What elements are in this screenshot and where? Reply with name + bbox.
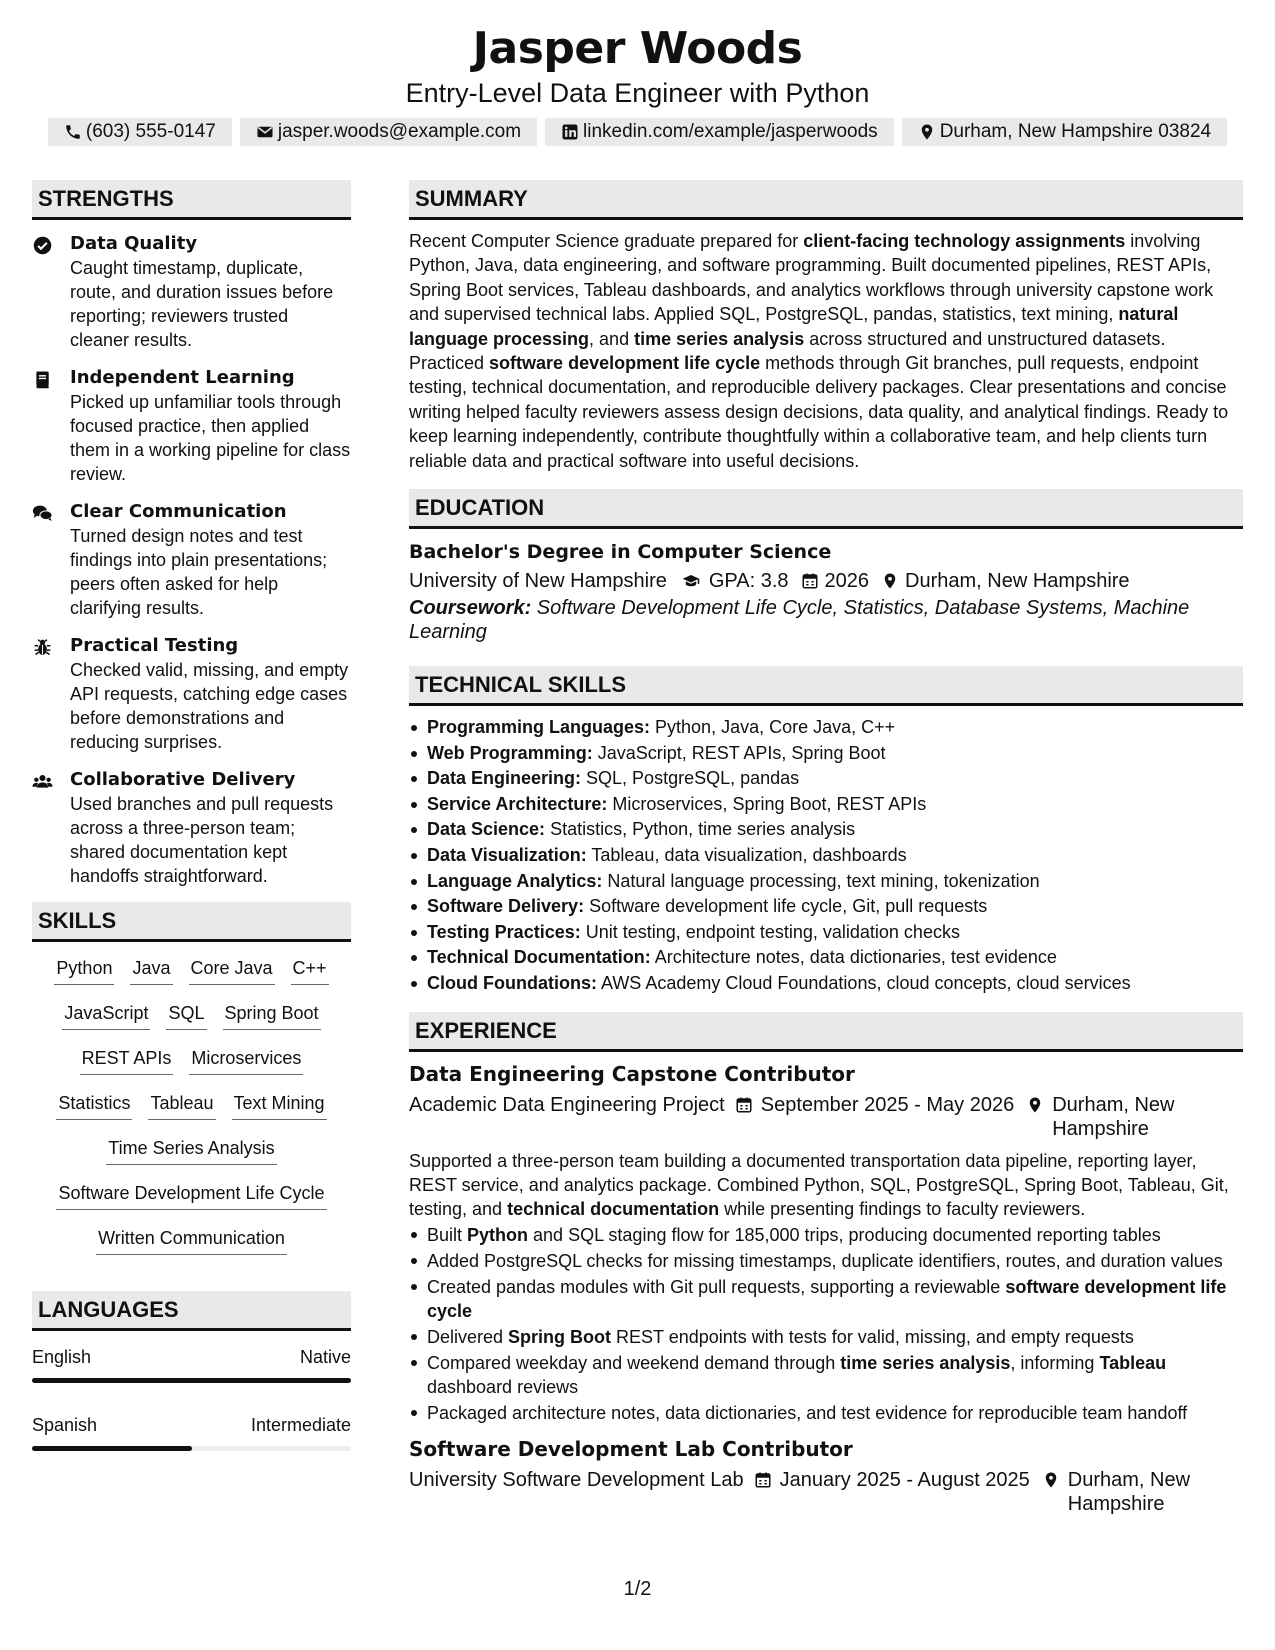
skill-tag: Time Series Analysis bbox=[106, 1136, 276, 1165]
envelope-icon bbox=[256, 123, 274, 141]
skill-tag: Python bbox=[54, 956, 114, 985]
languages-list bbox=[32, 1345, 351, 1451]
education-heading: EDUCATION bbox=[409, 489, 1243, 529]
job-bullet bbox=[409, 1325, 1243, 1349]
experience-heading: EXPERIENCE bbox=[409, 1012, 1243, 1052]
technical-skills-list bbox=[409, 715, 1243, 997]
strength-description: Caught timestamp, duplicate, route, and duration issues before reporting; reviewers trusted cleaner results. bbox=[70, 258, 334, 350]
graduation-year: 2026 bbox=[824, 570, 870, 593]
strength-item bbox=[32, 634, 351, 754]
contact-email[interactable] bbox=[240, 118, 537, 146]
emphasis-text: Tableau bbox=[1099, 1352, 1167, 1373]
job-dates: September 2025 - May 2026 bbox=[760, 1093, 1015, 1116]
education-entry bbox=[409, 538, 1243, 644]
school-name: University of New Hampshire bbox=[409, 570, 667, 593]
candidate-name: Jasper Woods bbox=[472, 23, 803, 74]
text-run: methods through Git branches, pull requests, endpoint testing, technical documentation, and reproducible delivery packages. Clear presentations and concise writing helped faculty reviewers assess design decisions, data quality, and analytical findings. Ready to keep learning independently, contribute thoughtfully within a collaborative team, and help clients turn reliable data and practical software into useful decisions. bbox=[409, 353, 1229, 471]
experience-entry bbox=[409, 1435, 1243, 1516]
strength-item bbox=[32, 768, 351, 888]
strength-title: Collaborative Delivery bbox=[70, 769, 296, 790]
technical-skill-item bbox=[409, 766, 1243, 792]
coursework-list: Software Development Life Cycle, Statistics, Database Systems, Machine Learning bbox=[409, 597, 1190, 644]
contact-bar bbox=[0, 118, 1275, 146]
technical-skill-value: Microservices, Spring Boot, REST APIs bbox=[607, 793, 927, 814]
technical-skill-value: JavaScript, REST APIs, Spring Boot bbox=[592, 742, 886, 763]
linkedin-text: linkedin.com/example/jasperwoods bbox=[583, 121, 878, 142]
technical-skill-label: Technical Documentation: bbox=[427, 947, 651, 968]
strength-item bbox=[32, 500, 351, 620]
skill-tag-row bbox=[32, 956, 351, 1001]
skill-tag: Text Mining bbox=[232, 1091, 327, 1120]
summary-heading: SUMMARY bbox=[409, 180, 1243, 220]
emphasis-text: Spring Boot bbox=[508, 1326, 612, 1347]
job-bullet bbox=[409, 1249, 1243, 1273]
skills-heading: SKILLS bbox=[32, 902, 351, 942]
emphasis-text: Python bbox=[467, 1224, 529, 1245]
job-organization: Academic Data Engineering Project bbox=[409, 1093, 725, 1116]
job-title: Software Development Lab Contributor bbox=[409, 1436, 853, 1461]
text-run: Supported a three-person team building a documented transportation data pipeline, reporting layer, REST service, and analytics package. Combined Python, SQL, PostgreSQL, Spring Boot, Tableau, Git, testing, and bbox=[409, 1150, 1229, 1219]
contact-linkedin[interactable] bbox=[545, 118, 894, 146]
technical-skill-item bbox=[409, 945, 1243, 971]
strength-body bbox=[70, 366, 351, 486]
technical-skill-value: Tableau, data visualization, dashboards bbox=[586, 845, 907, 866]
strength-title: Independent Learning bbox=[70, 367, 295, 388]
strength-title: Practical Testing bbox=[70, 635, 239, 656]
location-text: Durham, New Hampshire 03824 bbox=[939, 121, 1212, 142]
email-text: jasper.woods@example.com bbox=[277, 121, 522, 142]
education-meta bbox=[409, 566, 1243, 596]
graduation-cap-icon bbox=[679, 572, 703, 590]
strength-title: Clear Communication bbox=[70, 501, 287, 522]
map-pin-icon bbox=[1026, 1096, 1044, 1114]
skill-tag: Java bbox=[130, 956, 172, 985]
job-bullet bbox=[409, 1351, 1243, 1399]
technical-skill-label: Programming Languages: bbox=[427, 717, 651, 738]
skill-tag: Core Java bbox=[189, 956, 275, 985]
skill-tag: Software Development Life Cycle bbox=[56, 1181, 326, 1210]
language-name: Spanish bbox=[32, 1415, 98, 1435]
technical-skill-label: Data Visualization: bbox=[427, 845, 587, 866]
language-name: English bbox=[32, 1347, 92, 1367]
calendar-icon bbox=[754, 1471, 772, 1489]
technical-skill-item bbox=[409, 792, 1243, 818]
strength-description: Checked valid, missing, and empty API requests, catching edge cases before demonstrations and reducing surprises. bbox=[70, 660, 349, 752]
skill-tag: Tableau bbox=[148, 1091, 215, 1120]
emphasis-text: natural language processing bbox=[409, 304, 1179, 349]
contact-location bbox=[902, 118, 1227, 146]
contact-phone bbox=[48, 118, 232, 146]
languages-heading: LANGUAGES bbox=[32, 1291, 351, 1331]
skill-tag-row bbox=[32, 1046, 351, 1091]
emphasis-text: software development life cycle bbox=[489, 353, 761, 374]
emphasis-text: client-facing technology assignments bbox=[803, 231, 1126, 251]
strength-title: Data Quality bbox=[70, 233, 198, 254]
job-bullet bbox=[409, 1401, 1243, 1425]
strength-icon-wrap bbox=[32, 232, 70, 352]
skill-tag-row bbox=[32, 1136, 351, 1181]
school-location: Durham, New Hampshire bbox=[905, 570, 1130, 593]
degree-title: Bachelor's Degree in Computer Science bbox=[409, 541, 832, 564]
text-run: , and bbox=[589, 328, 635, 349]
language-level: Intermediate bbox=[250, 1415, 351, 1435]
page-number: 1/2 bbox=[623, 1578, 652, 1600]
technical-skill-label: Web Programming: bbox=[427, 742, 593, 763]
strengths-heading: STRENGTHS bbox=[32, 180, 351, 220]
skill-tag-row bbox=[32, 1001, 351, 1046]
text-run: Created pandas modules with Git pull requests, supporting a reviewable bbox=[427, 1276, 1006, 1297]
language-proficiency-bar bbox=[32, 1446, 351, 1451]
strength-description: Used branches and pull requests across a three-person team; shared documentation kept handoffs straightforward. bbox=[70, 794, 334, 886]
strengths-list bbox=[32, 232, 351, 888]
technical-skill-item bbox=[409, 894, 1243, 920]
candidate-headline: Entry-Level Data Engineer with Python bbox=[405, 78, 870, 108]
job-location: Durham, New Hampshire bbox=[1052, 1093, 1175, 1140]
emphasis-text: time series analysis bbox=[634, 328, 805, 349]
text-run: Compared weekday and weekend demand through bbox=[427, 1352, 841, 1373]
strength-description: Turned design notes and test findings into plain presentations; peers often asked for help clarifying results. bbox=[70, 526, 328, 618]
skill-tag: Microservices bbox=[189, 1046, 303, 1075]
emphasis-text: software development life cycle bbox=[427, 1276, 1227, 1321]
users-icon bbox=[32, 771, 53, 792]
text-run: Built bbox=[427, 1224, 468, 1245]
summary-text bbox=[409, 229, 1243, 473]
bug-icon bbox=[32, 637, 53, 658]
strength-description: Picked up unfamiliar tools through focused practice, then applied them in a working pipeline for class review. bbox=[70, 392, 351, 484]
technical-skill-value: AWS Academy Cloud Foundations, cloud concepts, cloud services bbox=[596, 973, 1131, 993]
technical-skill-label: Testing Practices: bbox=[427, 921, 581, 942]
technical-skill-label: Cloud Foundations: bbox=[427, 973, 597, 993]
job-bullet bbox=[409, 1275, 1243, 1323]
job-organization: University Software Development Lab bbox=[409, 1468, 744, 1491]
job-location: Durham, New Hampshire bbox=[1067, 1468, 1191, 1515]
check-circle-icon bbox=[32, 235, 53, 256]
strength-body bbox=[70, 500, 351, 620]
phone-text: (603) 555-0147 bbox=[85, 121, 216, 142]
text-run: Packaged architecture notes, data dictionaries, and test evidence for reproducible team handoff bbox=[427, 1402, 1188, 1423]
text-run: involving Python, Java, data engineering, and software programming. Built documented pipelines, REST APIs, Spring Boot services, Tableau dashboards, and analytics workflows through university capstone work and supervised technical labs. Applied SQL, PostgreSQL, pandas, statistics, text mining, bbox=[409, 231, 1214, 325]
technical-skill-item bbox=[409, 869, 1243, 895]
job-description bbox=[409, 1149, 1243, 1221]
right-column bbox=[409, 180, 1243, 1516]
language-proficiency-bar bbox=[32, 1378, 351, 1383]
technical-skill-label: Software Delivery: bbox=[427, 896, 585, 917]
skill-tag-row bbox=[32, 1226, 351, 1271]
strength-body bbox=[70, 768, 351, 888]
strength-body bbox=[70, 232, 351, 352]
job-title: Data Engineering Capstone Contributor bbox=[409, 1061, 855, 1086]
map-pin-icon bbox=[918, 123, 936, 141]
text-run: Recent Computer Science graduate prepared for bbox=[409, 231, 804, 251]
strength-body bbox=[70, 634, 351, 754]
technical-skill-label: Data Science: bbox=[427, 819, 546, 840]
technical-skill-item bbox=[409, 715, 1243, 741]
book-icon bbox=[32, 369, 53, 390]
skill-tag: REST APIs bbox=[80, 1046, 174, 1075]
skill-tag: SQL bbox=[166, 1001, 206, 1030]
calendar-icon bbox=[801, 572, 819, 590]
technical-skill-value: Statistics, Python, time series analysis bbox=[545, 819, 856, 840]
emphasis-text: technical documentation bbox=[507, 1198, 720, 1219]
language-row bbox=[32, 1345, 351, 1369]
language-proficiency-fill bbox=[32, 1378, 351, 1383]
strength-icon-wrap bbox=[32, 634, 70, 754]
skill-tag: Statistics bbox=[56, 1091, 132, 1120]
resume-header bbox=[0, 22, 1275, 146]
technical-skill-item bbox=[409, 971, 1243, 997]
experience-list bbox=[409, 1060, 1243, 1516]
skill-tag: JavaScript bbox=[62, 1001, 150, 1030]
technical-skill-label: Language Analytics: bbox=[427, 870, 603, 891]
text-run: Added PostgreSQL checks for missing timestamps, duplicate identifiers, routes, and duration values bbox=[427, 1250, 1223, 1271]
job-meta bbox=[409, 1468, 1243, 1516]
skill-tag: Written Communication bbox=[96, 1226, 287, 1255]
technical-skill-value: Natural language processing, text mining, tokenization bbox=[602, 870, 1040, 891]
phone-icon bbox=[64, 123, 82, 141]
skill-tag: Spring Boot bbox=[223, 1001, 321, 1030]
text-run: , informing bbox=[1010, 1352, 1100, 1373]
job-bullet bbox=[409, 1223, 1243, 1247]
coursework-label: Coursework: bbox=[409, 597, 532, 620]
technical-skills-heading: TECHNICAL SKILLS bbox=[409, 666, 1243, 706]
job-dates: January 2025 - August 2025 bbox=[779, 1468, 1030, 1491]
strength-item bbox=[32, 366, 351, 486]
language-proficiency-fill bbox=[32, 1446, 192, 1451]
technical-skill-item bbox=[409, 741, 1243, 767]
job-bullets bbox=[409, 1223, 1243, 1425]
strength-item bbox=[32, 232, 351, 352]
technical-skill-item bbox=[409, 817, 1243, 843]
technical-skill-item bbox=[409, 843, 1243, 869]
text-run: while presenting findings to faculty reviewers. bbox=[719, 1198, 1086, 1219]
technical-skill-label: Service Architecture: bbox=[427, 793, 608, 814]
strength-icon-wrap bbox=[32, 768, 70, 888]
text-run: Delivered bbox=[427, 1326, 509, 1347]
strength-icon-wrap bbox=[32, 500, 70, 620]
map-pin-icon bbox=[1042, 1471, 1060, 1489]
text-run: dashboard reviews bbox=[427, 1376, 579, 1397]
gpa: GPA: 3.8 bbox=[708, 570, 789, 593]
experience-entry bbox=[409, 1060, 1243, 1425]
text-run: REST endpoints with tests for valid, missing, and empty requests bbox=[611, 1326, 1134, 1347]
left-column bbox=[32, 180, 351, 1481]
text-run: across structured and unstructured datasets. Practiced bbox=[409, 328, 1166, 374]
coursework bbox=[409, 596, 1243, 644]
calendar-icon bbox=[735, 1096, 753, 1114]
linkedin-icon bbox=[561, 123, 579, 141]
job-meta bbox=[409, 1093, 1243, 1141]
technical-skill-value: SQL, PostgreSQL, pandas bbox=[581, 768, 800, 789]
technical-skill-value: Architecture notes, data dictionaries, test evidence bbox=[650, 947, 1057, 968]
skills-tags bbox=[32, 956, 351, 1271]
map-pin-icon bbox=[881, 572, 899, 590]
language-row bbox=[32, 1413, 351, 1437]
skill-tag-row bbox=[32, 1181, 351, 1226]
emphasis-text: time series analysis bbox=[840, 1352, 1011, 1373]
skill-tag-row bbox=[32, 1091, 351, 1136]
skill-tag: C++ bbox=[291, 956, 329, 985]
technical-skill-item bbox=[409, 920, 1243, 946]
technical-skill-label: Data Engineering: bbox=[427, 768, 582, 789]
text-run: and SQL staging flow for 185,000 trips, producing documented reporting tables bbox=[528, 1224, 1161, 1245]
comments-icon bbox=[32, 503, 53, 524]
technical-skill-value: Python, Java, Core Java, C++ bbox=[650, 717, 896, 738]
technical-skill-value: Software development life cycle, Git, pull requests bbox=[584, 896, 988, 917]
technical-skill-value: Unit testing, endpoint testing, validation checks bbox=[580, 921, 960, 942]
strength-icon-wrap bbox=[32, 366, 70, 486]
language-level: Native bbox=[299, 1347, 351, 1367]
